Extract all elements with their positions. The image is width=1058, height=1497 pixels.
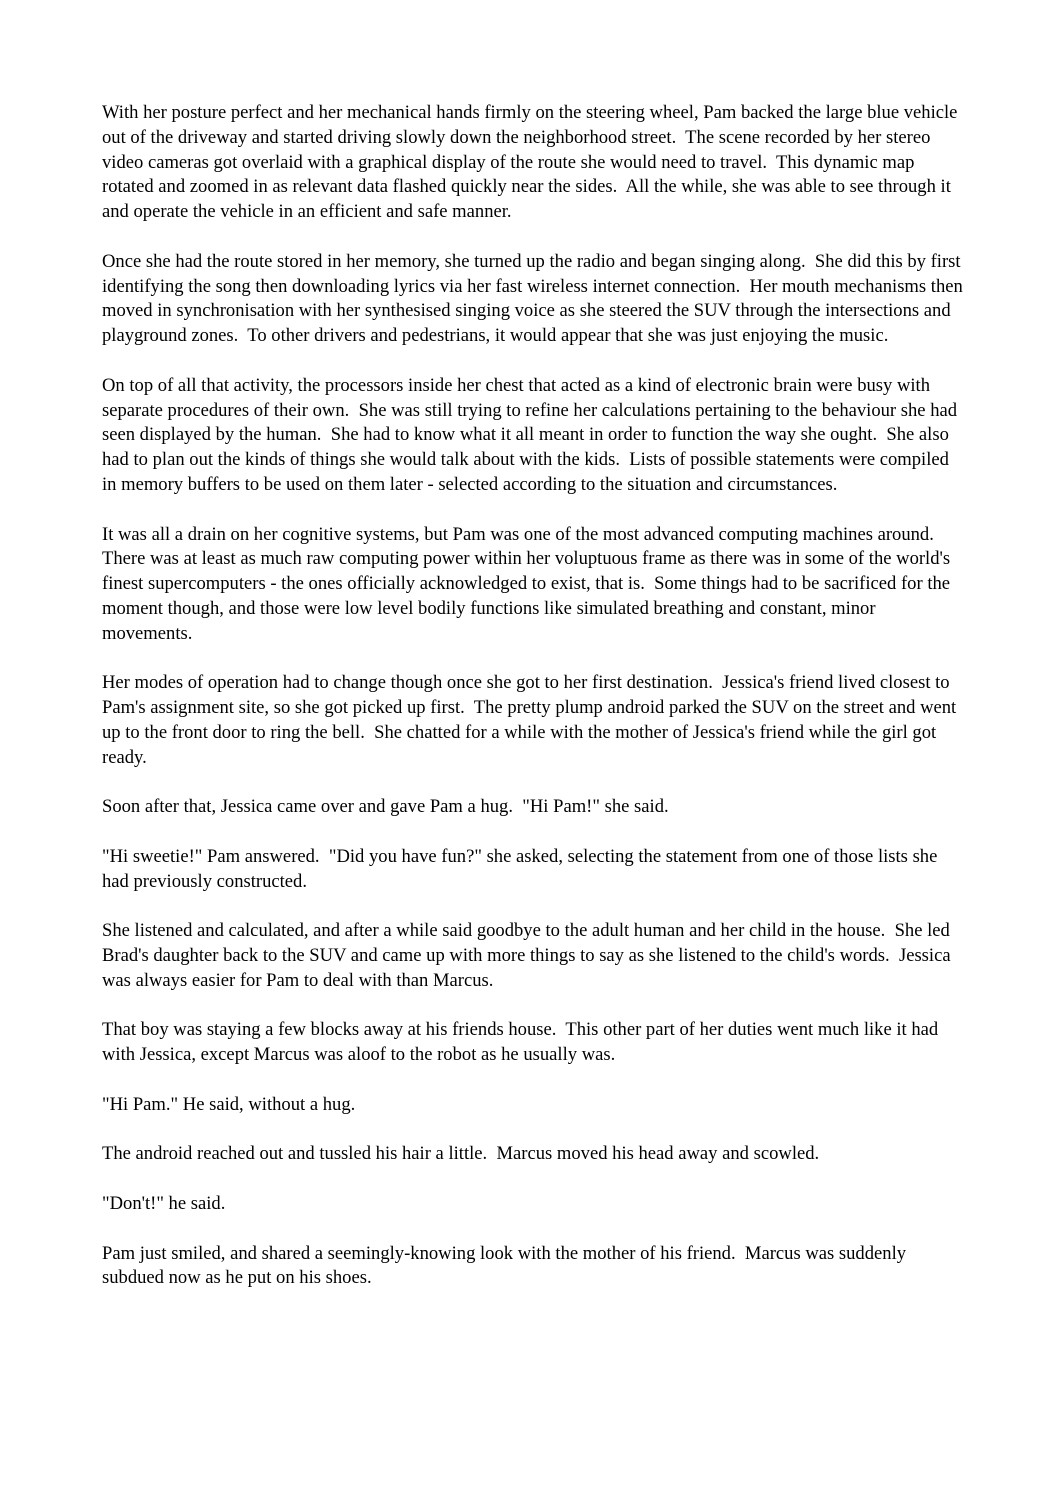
paragraph-8: She listened and calculated, and after a while said goodbye to the adult human and her child in the house. She led Brad's daughter back to the SUV and came up with more things to say as she listened to the child's words. Jessica was always easier for Pam to deal with than Marcus. [102, 920, 956, 991]
paragraph-9: That boy was staying a few blocks away at his friends house. This other part of her duties went much like it had with Jessica, except Marcus was aloof to the robot as he usually was. [102, 1019, 943, 1066]
paragraph-3: On top of all that activity, the processors inside her chest that acted as a kind of electronic brain were busy with separate procedures of their own. She was still trying to refine her calculations pertaining to the behaviour she had seen displayed by the human. She had to know what it all meant in order to function the way she ought. She also had to plan out the kinds of things she would talk about with the kids. Lists of possible statements were compiled in memory buffers to be used on them later - selected according to the situation and circumstances. [102, 374, 962, 495]
paragraph-12: "Don't!" he said. [102, 1193, 226, 1215]
paragraph-10: "Hi Pam." He said, without a hug. [102, 1093, 356, 1115]
paragraph-7: "Hi sweetie!" Pam answered. "Did you have fun?" she asked, selecting the statement from one of those lists she had previously constructed. [102, 845, 943, 892]
paragraph-13: Pam just smiled, and shared a seemingly-knowing look with the mother of his friend. Marcus was suddenly subdued now as he put on his shoes. [102, 1242, 911, 1289]
paragraph-4: It was all a drain on her cognitive systems, but Pam was one of the most advanced computing machines around. There was at least as much raw computing power within her voluptuous frame as there was in some of the world's finest supercomputers - the ones officially acknowledged to exist, that is. Some things had to be sacrificed for the moment though, and those were low level bodily functions like simulated breathing and constant, minor movements. [102, 523, 955, 644]
paragraph-2: Once she had the route stored in her memory, she turned up the radio and began singing along. She did this by first identifying the song then downloading lyrics via her fast wireless internet connection. Her mouth mechanisms then moved in synchronisation with her synthesised singing voice as she steered the SUV through the intersections and playground zones. To other drivers and pedestrians, it would appear that she was just enjoying the music. [102, 250, 968, 347]
paragraph-11: The android reached out and tussled his hair a little. Marcus moved his head away and scowled. [102, 1143, 820, 1165]
paragraph-6: Soon after that, Jessica came over and gave Pam a hug. "Hi Pam!" she said. [102, 796, 669, 818]
document-body [102, 101, 968, 1316]
paragraph-5: Her modes of operation had to change though once she got to her first destination. Jessica's friend lived closest to Pam's assignment site, so she got picked up first. The pretty plump android parked the SUV on the street and went up to the front door to ring the bell. She chatted for a while with the mother of Jessica's friend while the girl got ready. [102, 672, 961, 768]
paragraph-1: With her posture perfect and her mechanical hands firmly on the steering wheel, Pam backed the large blue vehicle out of the driveway and started driving slowly down the neighborhood street. The scene recorded by her stereo video cameras got overlaid with a graphical display of the route she would need to travel. This dynamic map rotated and zoomed in as relevant data flashed quickly near the sides. All the while, she was able to see through it and operate the vehicle in an efficient and safe manner. [102, 102, 963, 223]
